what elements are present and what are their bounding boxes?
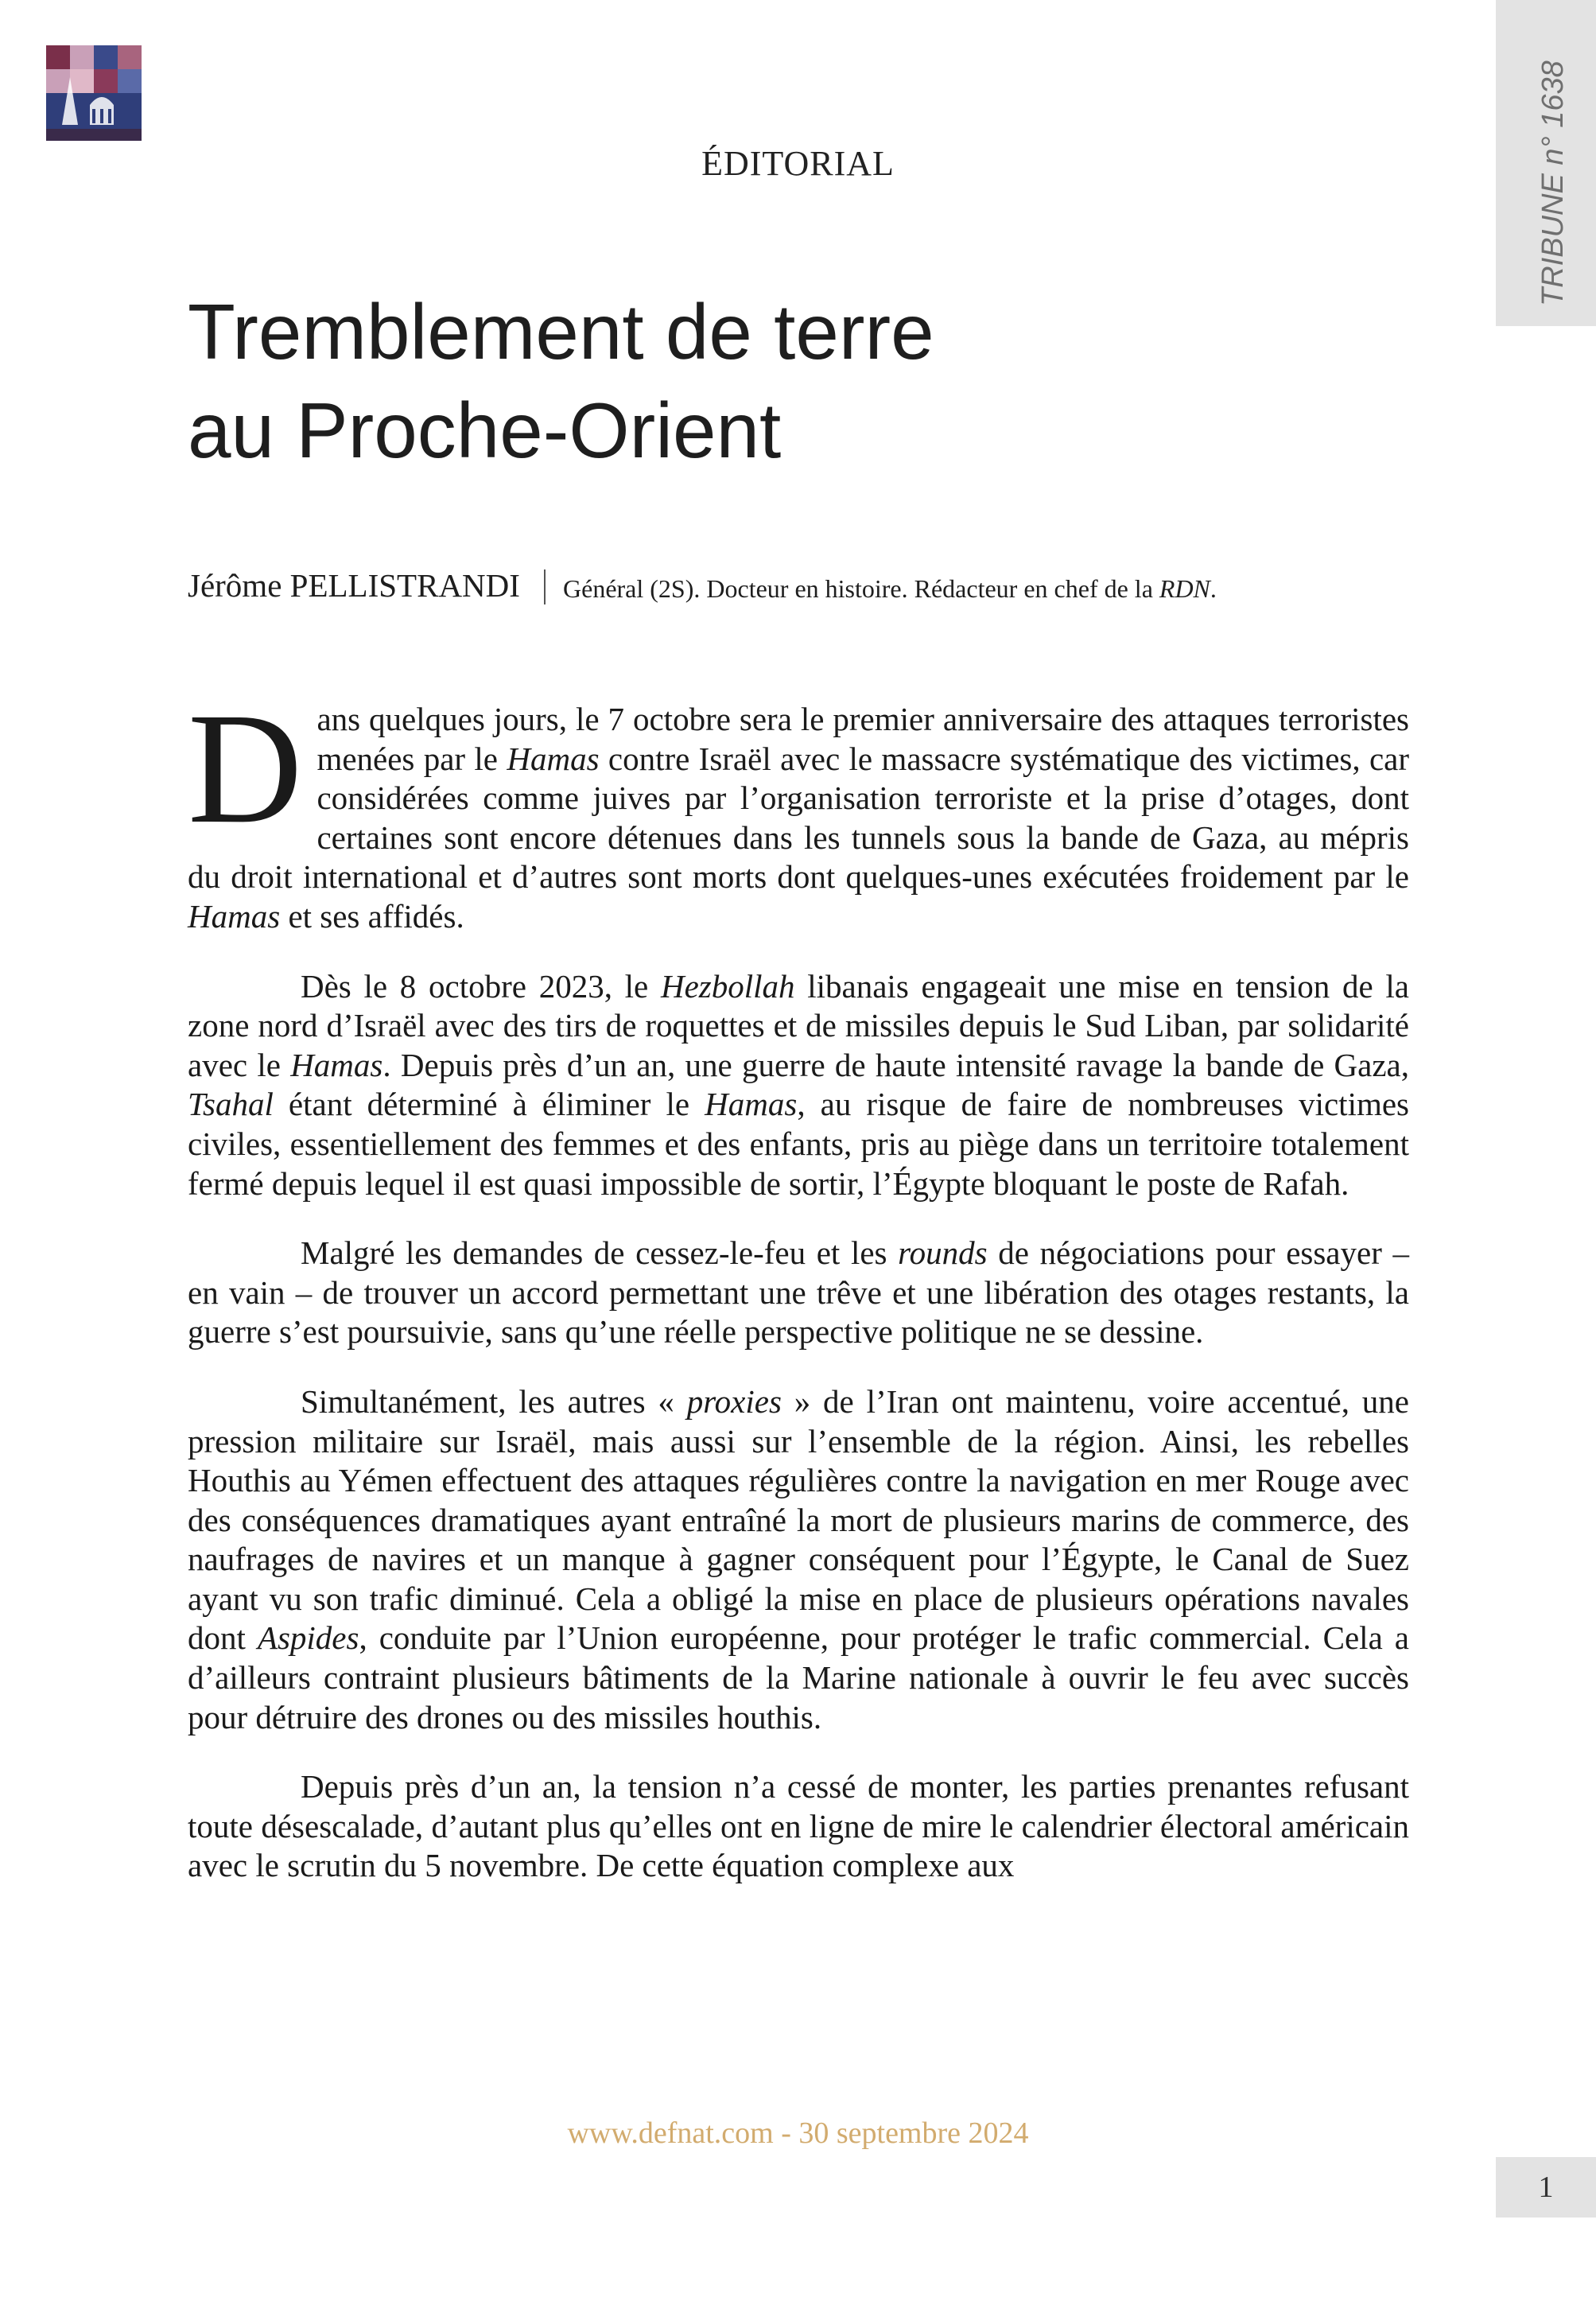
dropcap: D bbox=[188, 681, 303, 857]
author-first-name: Jérôme bbox=[188, 567, 282, 604]
paragraph-5: Depuis près d’un an, la tension n’a cessé de monter, les parties prenantes refusant toute désescalade, d’autant plus qu’elles ont en ligne de mire le calendrier électoral américain avec le scrutin du 5 novembre. De cette équation complexe aux bbox=[188, 1768, 1409, 1884]
author-name bbox=[188, 566, 520, 604]
author-separator bbox=[544, 569, 546, 604]
section-label: ÉDITORIAL bbox=[701, 144, 895, 183]
paragraph-3: Malgré les demandes de cessez-le-feu et les rounds de négociations pour essayer – en vain – de trouver un accord permettant une trêve et une libération des otages restants, la guerre s’est poursuivie, sans qu’une réelle perspective politique ne se dessine. bbox=[188, 1234, 1409, 1351]
paragraph-1: Dans quelques jours, le 7 octobre sera le premier anniversaire des attaques terroristes menées par le Hamas contre Israël avec le massacre systématique des victimes, car considérées comme juives par l’organisation terroriste et la prise d’otages, dont certaines sont encore détenues dans les tunnels sous la bande de Gaza, au mépris du droit international et d’autres sont morts dont quelques-unes exécutées froidement par le Hamas et ses affidés. bbox=[188, 681, 1409, 935]
author-desc-text: Général (2S). Docteur en histoire. Rédacteur en chef de la bbox=[563, 574, 1159, 603]
page-number: 1 bbox=[1538, 2171, 1554, 2204]
article-body bbox=[188, 681, 1410, 1916]
author-desc-end: . bbox=[1210, 574, 1217, 603]
author-last-name: PELLISTRANDI bbox=[289, 567, 520, 604]
paragraph-2: Dès le 8 octobre 2023, le Hezbollah libanais engageait une mise en tension de la zone nord d’Israël avec des tirs de roquettes et de missiles depuis le Sud Liban, par solidarité avec le Hamas. Depuis près d’un an, une guerre de haute intensité ravage la bande de Gaza, Tsahal étant déterminé à éliminer le Hamas, au risque de faire de nombreuses victimes civiles, essentiellement des femmes et des enfants, pris au piège dans un territoire totalement fermé depuis lequel il est quasi impossible de sortir, l’Égypte bloquant le poste de Rafah. bbox=[188, 967, 1410, 1202]
title-line-1: Tremblement de terre bbox=[188, 288, 934, 375]
author-desc-italic: RDN bbox=[1159, 574, 1210, 603]
paragraph-4: Simultanément, les autres « proxies » de l’Iran ont maintenu, voire accentué, une pression militaire sur Israël, mais aussi sur l’ensemble de la région. Ainsi, les rebelles Houthis au Yémen effectuent des attaques régulières contre la navigation en mer Rouge avec des conséquences dramatiques ayant entraîné la mort de plusieurs marins de commerce, des naufrages de navires et un manque à gagner conséquent pour l’Égypte, le Canal de Suez ayant vu son trafic diminué. Cela a obligé la mise en place de plusieurs opérations navales dont Aspides, conduite par l’Union européenne, pour protéger le trafic commercial. Cela a d’ailleurs contraint plusieurs bâtiments de la Marine nationale à ouvrir le feu avec succès pour détruire des drones ou des missiles houthis. bbox=[188, 1382, 1409, 1735]
tribune-number: TRIBUNE n° 1638 bbox=[1536, 60, 1570, 306]
footer-url-date[interactable]: www.defnat.com - 30 septembre 2024 bbox=[567, 2116, 1029, 2150]
author-description bbox=[563, 574, 1217, 604]
article-title bbox=[188, 282, 1380, 480]
rdn-logo-icon bbox=[46, 45, 142, 141]
title-line-2: au Proche-Orient bbox=[188, 387, 782, 474]
